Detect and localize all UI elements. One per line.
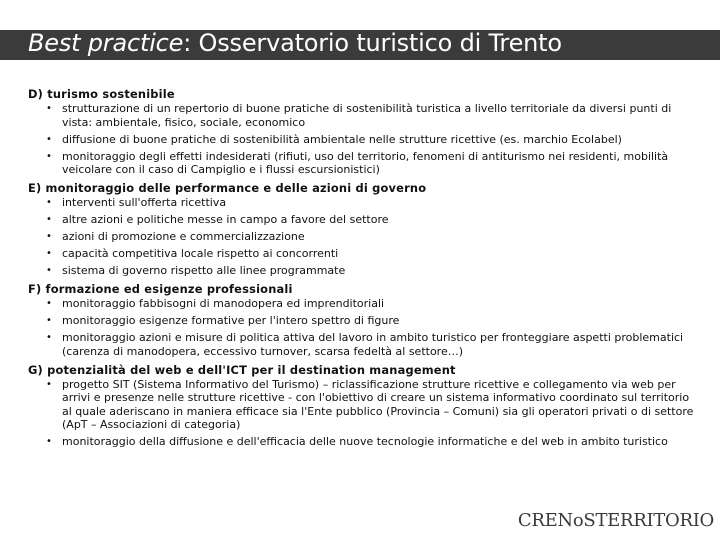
section-g	[28, 362, 698, 449]
list-item: • monitoraggio della diffusione e dell'efficacia delle nuove tecnologie informatiche e del web in ambito turistico	[28, 435, 698, 449]
section-e	[28, 180, 698, 278]
slide-content	[28, 86, 698, 452]
slide-title-emphasis: Best practice	[28, 29, 184, 57]
list-item: • monitoraggio degli effetti indesiderati (rifiuti, uso del territorio, fenomeni di antiturismo nei residenti, mobilità veicolare con il caso di Campiglio e i flussi escursionistici)	[28, 150, 698, 177]
crenos-territorio-logo	[518, 506, 714, 532]
section-heading: F) formazione ed esigenze professionali	[28, 282, 293, 296]
section-heading: G) potenzialità del web e dell'ICT per il destination management	[28, 362, 456, 377]
list-item: • capacità competitiva locale rispetto ai concorrenti	[28, 247, 698, 261]
list-item: • strutturazione di un repertorio di buone pratiche di sostenibilità turistica a livello territoriale da diversi punti di vista: ambientale, fisico, sociale, economico	[28, 102, 698, 129]
list-item: • altre azioni e politiche messe in campo a favore del settore	[28, 213, 698, 227]
title-bar	[0, 30, 720, 60]
list-item: • azioni di promozione e commercializzazione	[28, 230, 698, 244]
list-item: • monitoraggio azioni e misure di politica attiva del lavoro in ambito turistico per fronteggiare aspetti problematici (carenza di manodopera, eccessivo turnover, scarsa fedeltà al settore…)	[28, 331, 698, 358]
section-heading: E) monitoraggio delle performance e delle azioni di governo	[28, 181, 427, 195]
slide-title-rest: : Osservatorio turistico di Trento	[183, 29, 562, 57]
slide-title	[28, 28, 562, 58]
list-item: • interventi sull'offerta ricettiva	[28, 196, 698, 210]
list-item: • monitoraggio fabbisogni di manodopera ed imprenditoriali	[28, 297, 698, 311]
logo-text: CRENoSTERRITORIO	[517, 510, 714, 531]
list-item: • progetto SIT (Sistema Informativo del Turismo) – riclassificazione strutture ricettive e collegamento via web per arrivi e presenze nelle strutture ricettive - con l'obiettivo di creare un sistema informativo coordinato sul territorio al quale aderiscano in maniera efficace sia l'Ente pubblico (Provincia – Comuni) sia gli operatori privati o di settore (ApT – Associazioni di categoria)	[28, 378, 698, 432]
list-item: • diffusione di buone pratiche di sostenibilità ambientale nelle strutture ricettive (es. marchio Ecolabel)	[28, 133, 698, 147]
list-item: • monitoraggio esigenze formative per l'intero spettro di figure	[28, 314, 698, 328]
list-item: • sistema di governo rispetto alle linee programmate	[28, 264, 698, 278]
bullet-list	[28, 297, 698, 358]
bullet-list	[28, 378, 698, 449]
bullet-list	[28, 102, 698, 177]
section-d	[28, 86, 698, 177]
section-f	[28, 281, 698, 358]
bullet-list	[28, 196, 698, 278]
section-heading: D) turismo sostenibile	[28, 87, 175, 101]
